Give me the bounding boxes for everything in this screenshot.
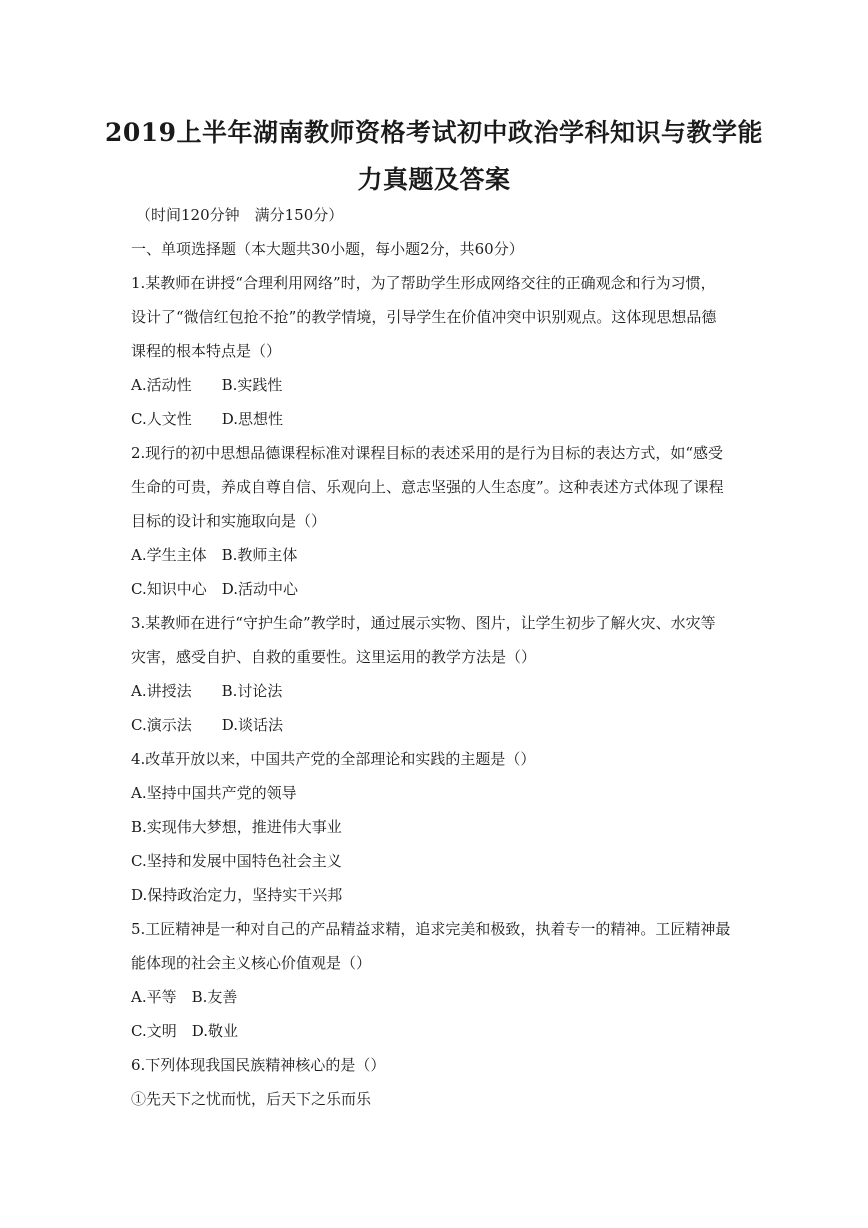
question-1-line-3: 课程的根本特点是（） [131,342,282,360]
question-3-line-2: 灾害，感受自护、自救的重要性。这里运用的教学方法是（） [131,648,537,666]
question-2-line-2: 生命的可贵，养成自尊自信、乐观向上、意志坚强的人生态度”。这种表述方式体现了课程 [131,478,724,496]
question-1-options-2: C.人文性 D.思想性 [131,410,283,428]
question-5-options-1: A.平等 B.友善 [131,988,238,1006]
question-5-line-2: 能体现的社会主义核心价值观是（） [131,954,372,972]
question-3-options-2: C.演示法 D.谈话法 [131,716,283,734]
question-3-options-1: A.讲授法 B.讨论法 [131,682,283,700]
question-6-line-1: 6.下列体现我国民族精神核心的是（） [131,1056,386,1074]
document-title-line-2: 力真题及答案 [357,165,511,194]
document-title-line-1: 2019上半年湖南教师资格考试初中政治学科知识与教学能 [104,118,764,147]
question-1-line-2: 设计了“微信红包抢不抢”的教学情境，引导学生在价值冲突中识别观点。这体现思想品德 [131,308,717,326]
question-4-option-c: C.坚持和发展中国特色社会主义 [131,852,342,870]
question-4-line-1: 4.改革开放以来，中国共产党的全部理论和实践的主题是（） [131,750,536,768]
question-5-options-2: C.文明 D.敬业 [131,1022,238,1040]
question-1-line-1: 1.某教师在讲授“合理利用网络”时，为了帮助学生形成网络交往的正确观念和行为习惯， [131,274,716,292]
section-heading: 一、单项选择题（本大题共30小题，每小题2分，共60分） [131,240,524,258]
question-5-line-1: 5.工匠精神是一种对自己的产品精益求精，追求完美和极致，执着专一的精神。工匠精神最 [131,920,731,938]
question-6-item-1: ①先天下之忧而忧，后天下之乐而乐 [131,1090,372,1108]
question-4-option-d: D.保持政治定力，坚持实干兴邦 [131,886,343,904]
question-4-option-a: A.坚持中国共产党的领导 [131,784,297,802]
question-1-options-1: A.活动性 B.实践性 [131,376,283,394]
question-2-options-2: C.知识中心 D.活动中心 [131,580,298,598]
question-2-options-1: A.学生主体 B.教师主体 [131,546,298,564]
question-2-line-1: 2.现行的初中思想品德课程标准对课程目标的表述采用的是行为目标的表达方式，如“感受 [131,444,723,462]
question-4-option-b: B.实现伟大梦想，推进伟大事业 [131,818,342,836]
question-3-line-1: 3.某教师在进行“守护生命”教学时，通过展示实物、图片，让学生初步了解火灾、水灾等 [131,614,716,632]
question-2-line-3: 目标的设计和实施取向是（） [131,512,327,530]
exam-meta: （时间120分钟 满分150分） [136,206,344,224]
